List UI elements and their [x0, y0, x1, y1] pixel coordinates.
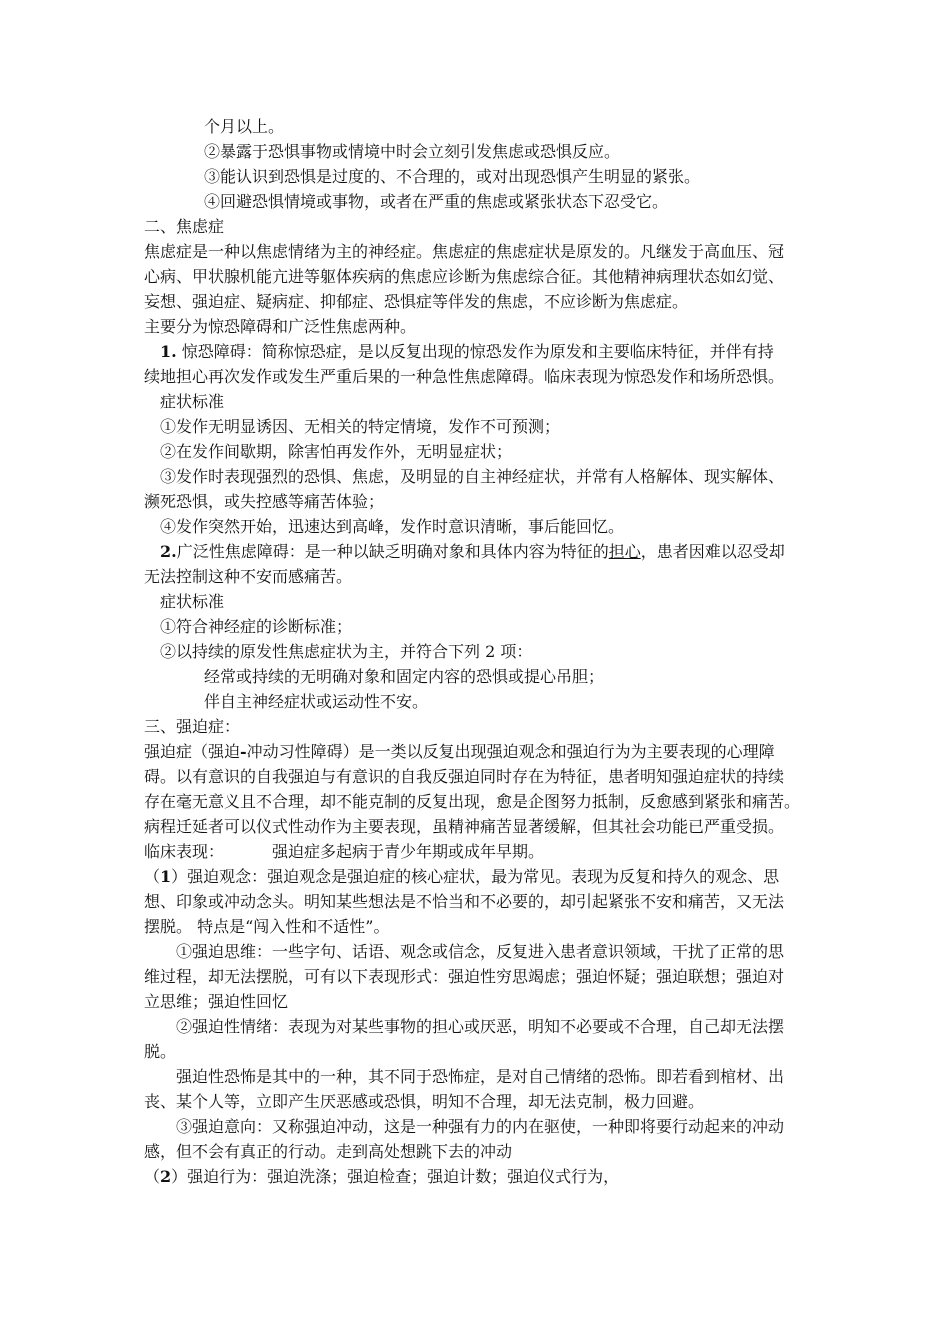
item-number: 1 [160, 867, 172, 886]
text-line: ②强迫性情绪：表现为对某些事物的担心或厌恶，明知不必要或不合理，自己却无法摆 [176, 1017, 785, 1036]
text-line: 立思维；强迫性回忆 [144, 992, 289, 1011]
text-line: 伴自主神经症状或运动性不安。 [204, 692, 429, 711]
subheading: 症状标准 [160, 392, 225, 411]
text-line [160, 542, 785, 562]
item-number: 2 [160, 1167, 172, 1186]
text-line: ③能认识到恐惧是过度的、不合理的，或对出现恐惧产生明显的紧张。 [204, 167, 701, 186]
text-line: 想、印象或冲动念头。明知某些想法是不恰当和不必要的，却引起紧张不安和痛苦，又无法 [144, 892, 785, 911]
text-line: 焦虑症是一种以焦虑情绪为主的神经症。焦虑症的焦虑症状是原发的。凡继发于高血压、冠 [144, 242, 785, 261]
text-run: （ [144, 867, 161, 886]
text-run: - [240, 742, 247, 761]
text-line: 强迫性恐怖是其中的一种，其不同于恐怖症，是对自己情绪的恐怖。即若看到棺材、出 [176, 1067, 785, 1086]
text-line: 主要分为惊恐障碍和广泛性焦虑两种。 [144, 317, 417, 336]
text-line: 个月以上。 [204, 117, 285, 136]
text-run: 强迫症多起病于青少年期或成年早期。 [272, 842, 545, 861]
text-line: ①强迫思维：一些字句、话语、观念或信念，反复进入患者意识领域，干扰了正常的思 [176, 942, 785, 961]
text-line: 感，但不会有真正的行动。走到高处想跳下去的冲动 [144, 1142, 513, 1161]
text-line: ④发作突然开始，迅速达到高峰，发作时意识清晰，事后能回忆。 [160, 517, 625, 536]
text-line [144, 867, 779, 887]
text-line: ②以持续的原发性焦虑症状为主，并符合下列 2 项： [160, 642, 533, 661]
text-line: 心病、甲状腺机能亢进等躯体疾病的焦虑应诊断为焦虑综合征。其他精神病理状态如幻觉、 [144, 267, 785, 286]
text-line [160, 342, 774, 362]
text-run: 广泛性焦虑障碍：是一种以缺乏明确对象和具体内容为特征的 [176, 542, 609, 561]
text-line: ③强迫意向：又称强迫冲动，这是一种强有力的内在驱使，一种即将要行动起来的冲动 [176, 1117, 785, 1136]
text-line: ①符合神经症的诊断标准； [160, 617, 353, 636]
section-heading: 三、强迫症： [144, 717, 241, 736]
text-line: 妄想、强迫症、疑病症、抑郁症、恐惧症等伴发的焦虑，不应诊断为焦虑症。 [144, 292, 689, 311]
text-line: 病程迁延者可以仪式性动作为主要表现，虽精神痛苦显著缓解，但其社会功能已严重受损。 [144, 817, 785, 836]
text-line: 丧、某个人等，立即产生厌恶感或恐惧，明知不合理，却无法克制，极力回避。 [144, 1092, 705, 1111]
text-line: 脱。 [144, 1042, 177, 1061]
text-line: 摆脱。 特点是“闯入性和不适性”。 [144, 917, 390, 936]
text-line: ①发作无明显诱因、无相关的特定情境，发作不可预测； [160, 417, 561, 436]
text-run: ）强迫观念：强迫观念是强迫症的核心症状，最为常见。表现为反复和持久的观念、思 [171, 867, 780, 886]
text-run: 冲动习性障碍）是一类以反复出现强迫观念和强迫行为为主要表现的心理障 [246, 742, 775, 761]
text-run: ，患者因难以忍受却 [640, 542, 785, 561]
section-heading: 二、焦虑症 [144, 217, 225, 236]
text-line: ④回避恐惧情境或事物，或者在严重的焦虑或紧张状态下忍受它。 [204, 192, 669, 211]
item-number: 1. [160, 342, 177, 361]
text-run: 惊恐障碍：简称惊恐症，是以反复出现的惊恐发作为原发和主要临床特征，并伴有持 [176, 342, 774, 361]
text-line: 濒死恐惧，或失控感等痛苦体验； [144, 492, 385, 511]
text-line: 续地担心再次发作或发生严重后果的一种急性焦虑障碍。临床表现为惊恐发作和场所恐惧。 [144, 367, 785, 386]
underlined-text: 担心 [608, 542, 641, 561]
text-line: 维过程，却无法摆脱，可有以下表现形式：强迫性穷思竭虑；强迫怀疑；强迫联想；强迫对 [144, 967, 785, 986]
text-line: ③发作时表现强烈的恐惧、焦虑，及明显的自主神经症状，并常有人格解体、现实解体、 [160, 467, 785, 486]
text-line [144, 742, 775, 762]
text-line: 经常或持续的无明确对象和固定内容的恐惧或提心吊胆； [204, 667, 605, 686]
item-number: 2. [160, 542, 177, 561]
text-line: ②在发作间歇期，除害怕再发作外，无明显症状； [160, 442, 513, 461]
text-run: 强迫症（强迫 [144, 742, 241, 761]
text-line: 存在毫无意义且不合理，却不能克制的反复出现，愈是企图努力抵制，反愈感到紧张和痛苦。 [144, 792, 801, 811]
text-line: ②暴露于恐惧事物或情境中时会立刻引发焦虑或恐惧反应。 [204, 142, 621, 161]
text-line: 碍。以有意识的自我强迫与有意识的自我反强迫同时存在为特征，患者明知强迫症状的持续 [144, 767, 785, 786]
text-run: ）强迫行为：强迫洗涤；强迫检查；强迫计数；强迫仪式行为， [171, 1167, 620, 1186]
text-run: （ [144, 1167, 161, 1186]
text-line [144, 842, 544, 862]
text-line: 无法控制这种不安而感痛苦。 [144, 567, 353, 586]
text-run: 临床表现： [144, 842, 225, 861]
text-line [144, 1167, 619, 1187]
subheading: 症状标准 [160, 592, 225, 611]
